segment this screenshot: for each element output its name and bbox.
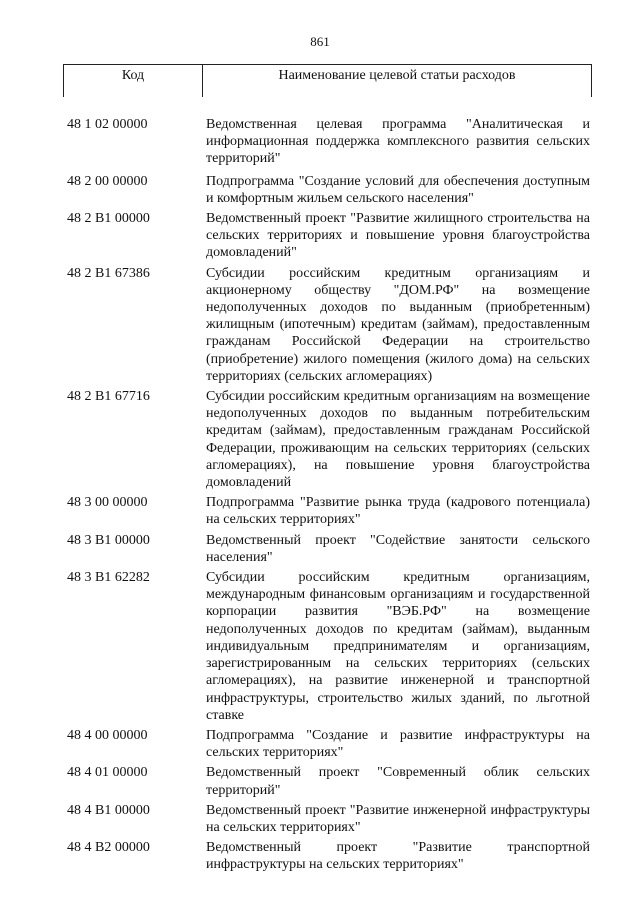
row-name: Ведомственный проект "Развитие жилищного строительства на сельских территориях и повышение уровня благоустройства домовладений" xyxy=(206,211,590,261)
header-code: Код xyxy=(64,65,203,97)
row-code: 48 2 В1 67386 xyxy=(67,265,150,281)
row-name: Подпрограмма "Развитие рынка труда (кадрового потенциала) на сельских территориях" xyxy=(206,495,590,528)
row-name: Ведомственная целевая программа "Аналитическая и информационная поддержка комплексного развития сельских территорий" xyxy=(206,117,590,167)
table-body xyxy=(0,116,640,874)
row-code: 48 3 00 00000 xyxy=(67,495,148,511)
table-row xyxy=(0,388,640,491)
table-row xyxy=(0,116,640,168)
row-name: Субсидии российским кредитным организациям на возмещение недополученных доходов по выданным потребительским кредитам (займам), предоставленным гражданам Российской Федерации, проживающим на сельских территориях (сельских агломерациях), на повышение уровня благоустройства домовладений xyxy=(206,389,590,491)
row-name: Субсидии российским кредитным организациям и акционерному обществу "ДОМ.РФ" на возмещение недополученных доходов по выданным (приобретенным) жилищным (ипотечным) кредитам (займам), предоставленным гражданам Российской Федерации на строительство (приобретение) жилого помещения (жилого дома) на сельских территориях (сельских агломерациях) xyxy=(206,265,590,384)
table-row xyxy=(0,173,640,207)
row-code: 48 3 В1 00000 xyxy=(67,532,150,548)
table-row xyxy=(0,764,640,798)
table-row xyxy=(0,532,640,566)
row-name: Ведомственный проект "Развитие транспортной инфраструктуры на сельских территориях" xyxy=(206,840,590,873)
table-row xyxy=(0,265,640,385)
table-row xyxy=(0,494,640,528)
row-code: 48 4 00 00000 xyxy=(67,727,148,743)
table-row xyxy=(0,839,640,873)
row-code: 48 2 В1 67716 xyxy=(67,389,150,405)
row-name: Ведомственный проект "Содействие занятости сельского населения" xyxy=(206,532,590,565)
row-name: Ведомственный проект "Современный облик сельских территорий" xyxy=(206,765,590,798)
row-code: 48 1 02 00000 xyxy=(67,117,148,132)
row-name: Ведомственный проект "Развитие инженерной инфраструктуры на сельских территориях" xyxy=(206,802,590,835)
row-code: 48 4 01 00000 xyxy=(67,765,148,781)
row-code: 48 2 00 00000 xyxy=(67,173,148,189)
row-code: 48 3 В1 62282 xyxy=(67,570,150,586)
table-row xyxy=(0,727,640,761)
row-name: Подпрограмма "Создание и развитие инфраструктуры на сельских территориях" xyxy=(206,727,590,761)
row-name: Подпрограмма "Создание условий для обеспечения доступным и комфортным жильем сельского населения" xyxy=(206,173,590,206)
table-header xyxy=(63,64,592,97)
row-code: 48 2 В1 00000 xyxy=(67,211,150,227)
table-row xyxy=(0,210,640,262)
row-code: 48 4 В1 00000 xyxy=(67,802,150,818)
table-row xyxy=(0,569,640,724)
table-row xyxy=(0,802,640,836)
header-name: Наименование целевой статьи расходов xyxy=(278,68,516,83)
page-number: 861 xyxy=(310,34,330,49)
row-name: Субсидии российским кредитным организациям, международным финансовым организациям и государственной корпорации развития "ВЭБ.РФ" на возмещение недополученных доходов по кредитам (займам), выданным индивидуальным предпринимателям и организациям, зарегистрированным на сельских территориях (сельских агломерациях), на развитие инженерной и транспортной инфраструктуры, строительство жилых зданий, по льготной ставке xyxy=(206,570,590,723)
row-code: 48 4 В2 00000 xyxy=(67,840,150,856)
